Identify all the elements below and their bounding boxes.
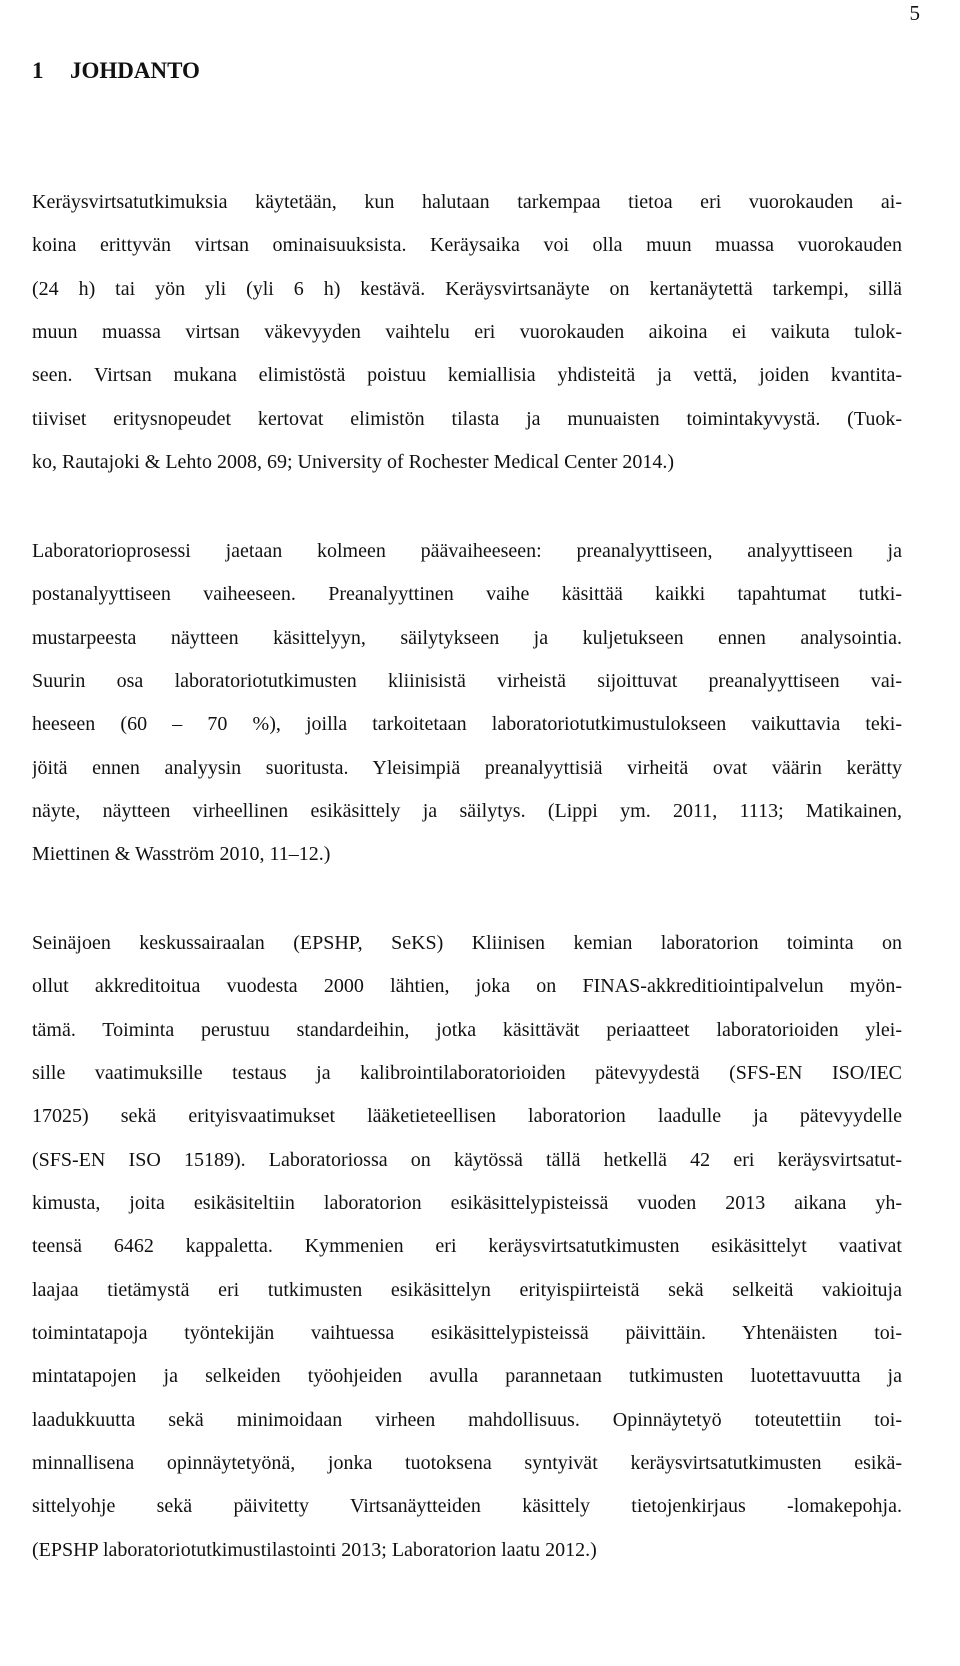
paragraph-line: (SFS-EN ISO 15189). Laboratoriossa on käytössä tällä hetkellä 42 eri keräysvirtsatut- (32, 1148, 902, 1171)
paragraph-line: jöitä ennen analyysin suoritusta. Yleisimpiä preanalyyttisiä virheitä ovat väärin kerätty (32, 756, 902, 779)
paragraph-line: näyte, näytteen virheellinen esikäsittely ja säilytys. (Lippi ym. 2011, 1113; Matikainen, (32, 800, 902, 823)
paragraph-line: ko, Rautajoki & Lehto 2008, 69; University of Rochester Medical Center 2014.) (32, 451, 675, 474)
paragraph-line: (24 h) tai yön yli (yli 6 h) kestävä. Keräysvirtsanäyte on kertanäytettä tarkempi, sillä (32, 277, 902, 300)
page-number: 5 (909, 1, 920, 25)
paragraph-line: toimintatapoja työntekijän vaihtuessa esikäsittelypisteissä päivittäin. Yhtenäisten toi- (32, 1322, 902, 1345)
paragraph-line: laadukkuutta sekä minimoidaan virheen mahdollisuus. Opinnäytetyö toteutettiin toi- (32, 1408, 902, 1431)
paragraph-line: tämä. Toiminta perustuu standardeihin, jotka käsittävät periaatteet laboratorioiden ylei- (32, 1018, 902, 1041)
paragraph-line: heeseen (60 – 70 %), joilla tarkoitetaan laboratoriotutkimustulokseen vaikuttavia teki- (32, 713, 902, 736)
paragraph-line: koina erittyvän virtsan ominaisuuksista. Keräysaika voi olla muun muassa vuorokauden (32, 234, 902, 257)
paragraph-line: postanalyyttiseen vaiheeseen. Preanalyyttinen vaihe käsittää kaikki tapahtumat tutki- (32, 583, 902, 606)
paragraph-line: laajaa tietämystä eri tutkimusten esikäsittelyn erityispiirteistä sekä selkeitä vakioituja (32, 1278, 902, 1301)
paragraph-line: teensä 6462 kappaletta. Kymmenien eri keräysvirtsatutkimusten esikäsittelyt vaativat (32, 1235, 902, 1258)
chapter-number: 1 (32, 58, 44, 83)
paragraph-line: ollut akkreditoitua vuodesta 2000 lähtien, joka on FINAS-akkreditiointipalvelun myön- (32, 975, 902, 998)
paragraph-line: tiiviset eritysnopeudet kertovat elimistön tilasta ja munuaisten toimintakyvystä. (Tuok- (32, 407, 902, 430)
paragraph-line: mustarpeesta näytteen käsittelyyn, säilytykseen ja kuljetukseen ennen analysointia. (32, 626, 902, 649)
paragraph-line: Suurin osa laboratoriotutkimusten kliinisistä virheistä sijoittuvat preanalyyttiseen vai- (32, 670, 902, 693)
paragraph-line: (EPSHP laboratoriotutkimustilastointi 2013; Laboratorion laatu 2012.) (32, 1538, 597, 1561)
paragraph-line: 17025) sekä erityisvaatimukset lääketieteellisen laboratorion laadulle ja pätevyydelle (32, 1105, 902, 1128)
paragraph-line: mintatapojen ja selkeiden työohjeiden avulla parannetaan tutkimusten luotettavuutta ja (32, 1365, 902, 1388)
paragraph-1 (32, 181, 902, 484)
chapter-title: JOHDANTO (70, 58, 200, 83)
chapter-heading (32, 57, 200, 85)
paragraph-2 (32, 530, 902, 877)
paragraph-line: minnallisena opinnäytetyönä, jonka tuotoksena syntyivät keräysvirtsatutkimusten esikä- (32, 1452, 902, 1475)
paragraph-line: sittelyohje sekä päivitetty Virtsanäytteiden käsittely tietojenkirjaus -lomakepohja. (32, 1495, 902, 1518)
paragraph-line: seen. Virtsan mukana elimistöstä poistuu kemiallisia yhdisteitä ja vettä, joiden kvantita- (32, 364, 902, 387)
paragraph-line: Miettinen & Wasström 2010, 11–12.) (32, 843, 331, 866)
paragraph-line: muun muassa virtsan väkevyyden vaihtelu eri vuorokauden aikoina ei vaikuta tulok- (32, 321, 902, 344)
paragraph-line: Keräysvirtsatutkimuksia käytetään, kun halutaan tarkempaa tietoa eri vuorokauden ai- (32, 191, 902, 213)
paragraph-line: Laboratorioprosessi jaetaan kolmeen päävaiheeseen: preanalyyttiseen, analyyttiseen ja (32, 540, 902, 562)
paragraph-line: Seinäjoen keskussairaalan (EPSHP, SeKS) Kliinisen kemian laboratorion toiminta on (32, 932, 902, 954)
paragraph-line: sille vaatimuksille testaus ja kalibrointilaboratorioiden pätevyydestä (SFS-EN ISO/IEC (32, 1062, 902, 1085)
paragraph-3 (32, 922, 902, 1572)
paragraph-line: kimusta, joita esikäsiteltiin laboratorion esikäsittelypisteissä vuoden 2013 aikana yh- (32, 1192, 902, 1215)
